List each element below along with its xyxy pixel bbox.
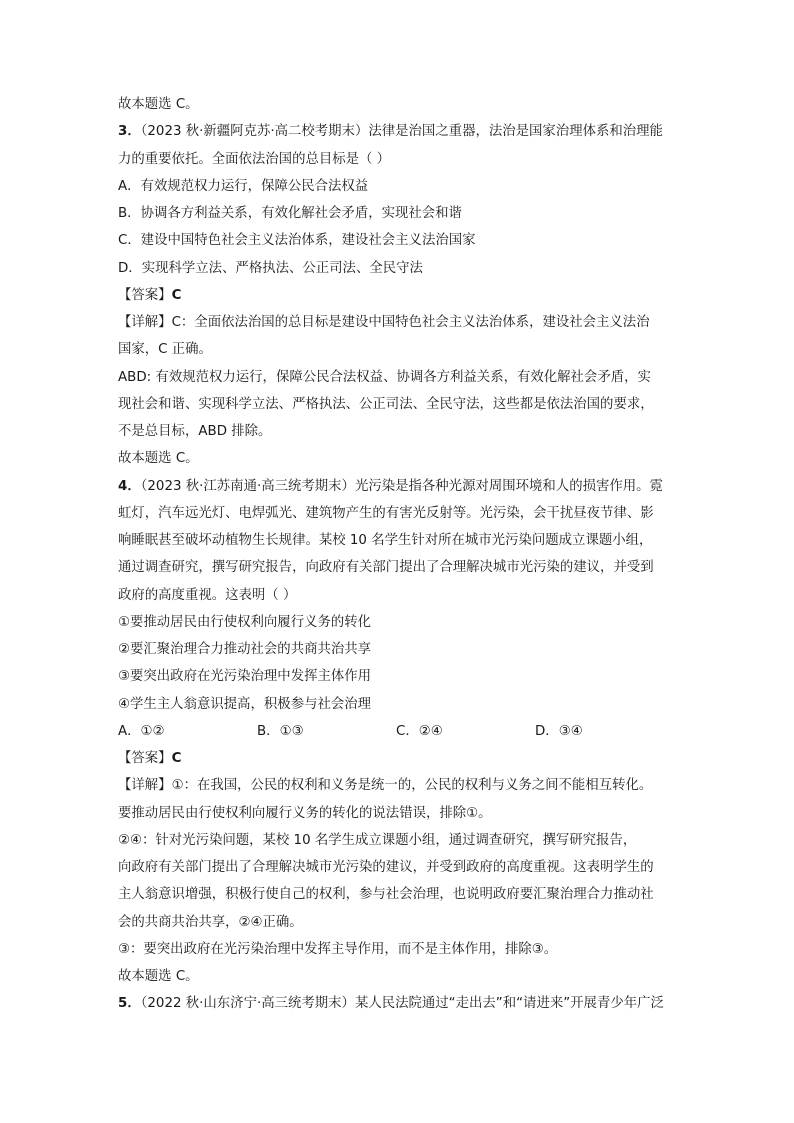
q4-options-row xyxy=(118,718,678,745)
q4-stem-line-5: 政府的高度重视。这表明（ ） xyxy=(118,587,297,603)
q4-answer-value: C xyxy=(171,751,182,766)
q4-statement-2: ②要汇聚治理合力推动社会的共商共治共享 xyxy=(118,642,372,657)
q4-answer xyxy=(118,745,678,772)
q3-answer-value: C xyxy=(171,287,182,303)
q4-stem-line-4: 通过调查研究，撰写研究报告，向政府有关部门提出了合理解决城市光污染的建议，并受到 xyxy=(118,560,654,576)
q3-explain-line-1 xyxy=(118,309,678,336)
q4-explain-line-5: 主人翁意识增强，积极行使自己的权利，参与社会治理，也说明政府要汇聚治理合力推动社 xyxy=(118,887,654,903)
q4-explain-line-2: 要推动居民由行使权利向履行义务的转化的说法错误，排除①。 xyxy=(118,805,492,821)
q4-explain-label: 【详解】 xyxy=(118,778,172,794)
q3-stem-line-2: 力的重要依托。全面依法治国的总目标是（ ） xyxy=(118,151,391,167)
q3-answer-label: 【答案】 xyxy=(118,287,172,303)
q4-statement-3: ③要突出政府在光污染治理中发挥主体作用 xyxy=(118,669,372,685)
q3-answer xyxy=(118,282,678,309)
q4-option-b: B．①③ xyxy=(257,723,304,739)
q3-stem-line-1 xyxy=(118,118,678,145)
q3-option-c: C．建设中国特色社会主义法治体系，建设社会主义法治国家 xyxy=(118,233,476,249)
q4-stem-line-2: 虹灯，汽车远光灯、电焊弧光、建筑物产生的有害光反射等。光污染，会干扰昼夜节律、影 xyxy=(118,505,654,521)
q3-stem-text: 法律是治国之重器，法治是国家治理体系和治理能 xyxy=(368,124,663,140)
q5-stem-line-1 xyxy=(118,990,678,1017)
q4-answer-label: 【答案】 xyxy=(118,751,172,766)
q5-source: （2022 秋·山东济宁·高三统考期末） xyxy=(140,996,355,1012)
q4-number: 4． xyxy=(118,478,141,494)
q2-conclusion: 故本题选 C。 xyxy=(118,97,199,112)
q4-option-a: A．①② xyxy=(118,723,165,739)
q3-explain-line-4: 现社会和谐、实现科学立法、严格执法、公正司法、全民守法，这些都是依法治国的要求， xyxy=(118,396,654,412)
q3-explain-line-5: 不是总目标，ABD 排除。 xyxy=(118,424,272,439)
q4-explain-line-6: 会的共商共治共享，②④正确。 xyxy=(118,914,303,930)
q4-conclusion: 故本题选 C。 xyxy=(118,969,199,984)
q4-option-c: C．②④ xyxy=(396,723,443,739)
q4-stem-line-3: 响睡眠甚至破坏动植物生长规律。某校 10 名学生针对所在城市光污染问题成立课题小组， xyxy=(118,533,653,548)
q4-explain-text: ①：在我国，公民的权利和义务是统一的，公民的权利与义务之间不能相互转化。 xyxy=(171,778,653,794)
q4-statement-1: ①要推动居民由行使权利向履行义务的转化 xyxy=(118,614,372,630)
q5-number: 5． xyxy=(118,996,141,1012)
q4-option-d: D．③④ xyxy=(535,723,583,739)
q3-option-d: D．实现科学立法、严格执法、公正司法、全民守法 xyxy=(118,260,423,276)
q4-explain-line-1 xyxy=(118,772,678,799)
q4-explain-line-4: 向政府有关部门提出了合理解决城市光污染的建议，并受到政府的高度重视。这表明学生的 xyxy=(118,860,654,875)
q4-statement-4: ④学生主人翁意识提高，积极参与社会治理 xyxy=(118,696,372,712)
q3-conclusion: 故本题选 C。 xyxy=(118,451,199,467)
q4-explain-line-3: ②④：针对光污染问题，某校 10 名学生成立课题小组，通过调查研究，撰写研究报告， xyxy=(118,832,637,848)
q3-option-a: A．有效规范权力运行，保障公民合法权益 xyxy=(118,178,369,194)
q3-option-b: B．协调各方利益关系，有效化解社会矛盾，实现社会和谐 xyxy=(118,206,462,221)
q4-stem-text: 光污染是指各种光源对周围环境和人的损害作用。霓 xyxy=(354,478,663,494)
page-content xyxy=(118,91,678,1018)
q3-source: （2023 秋·新疆阿克苏·高二校考期末） xyxy=(140,124,369,140)
q5-stem-text: 某人民法院通过“走出去”和“请进来”开展青少年广泛 xyxy=(354,996,664,1012)
q4-explain-line-7: ③：要突出政府在光污染治理中发挥主导作用，而不是主体作用，排除③。 xyxy=(118,941,558,957)
q3-explain-label: 【详解】 xyxy=(118,315,172,330)
q3-explain-line-2: 国家，C 正确。 xyxy=(118,342,212,358)
q4-source: （2023 秋·江苏南通·高三统考期末） xyxy=(140,478,355,494)
q3-explain-text: C：全面依法治国的总目标是建设中国特色社会主义法治体系，建设社会主义法治 xyxy=(171,315,650,330)
q3-number: 3． xyxy=(118,124,141,140)
q3-explain-line-3: ABD: 有效规范权力运行，保障公民合法权益、协调各方利益关系，有效化解社会矛盾，实 xyxy=(118,369,651,385)
q4-stem-line-1 xyxy=(118,473,678,500)
